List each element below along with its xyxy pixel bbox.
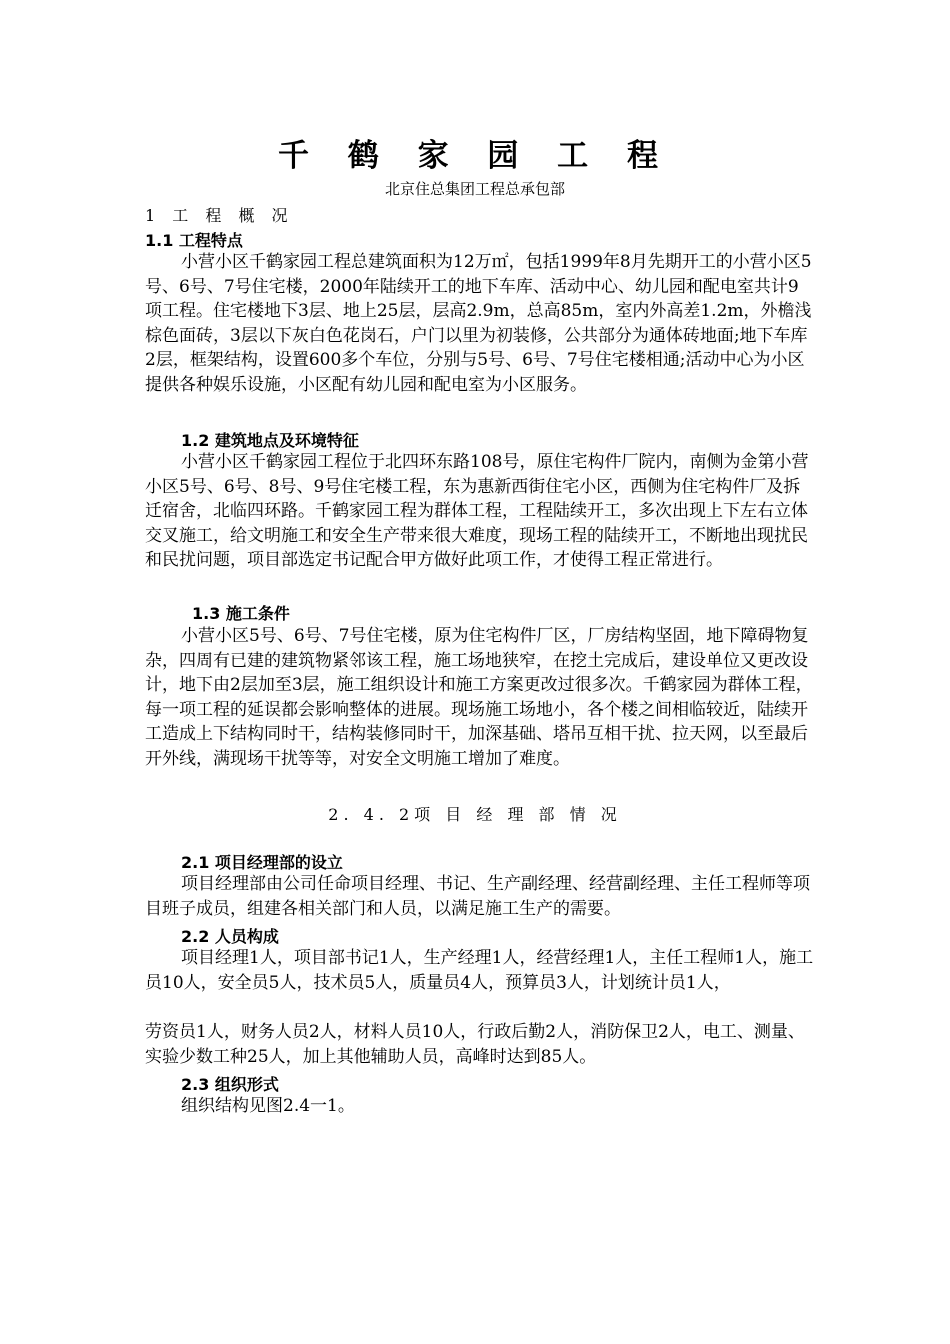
document-title: 千 鹤 家 园 工 程	[278, 138, 672, 174]
paragraph-1-3: 小营小区5号、6号、7号住宅楼，原为住宅构件厂区，厂房结构坚固，地下障碍物复杂，四周有已建的建筑物紧邻该工程，施工场地狭窄，在挖土完成后，建设单位又更改设计，地下由2层加至3层，施工组织设计和施工方案更改过很多次。千鹤家园为群体工程，每一项工程的延误都会影响整体的进展。现场施工场地小，各个楼之间相临较近，陆续开工造成上下结构同时干，结构装修同时干，加深基础、塔吊互相干扰、拉天网，以至最后开外线，满现场干扰等等，对安全文明施工增加了难度。	[145, 626, 813, 769]
paragraph-2-2a: 项目经理1人，项目部书记1人，生产经理1人，经营经理1人，主任工程师1人，施工员10人，安全员5人，技术员5人，质量员4人，预算员3人，计划统计员1人，	[145, 948, 814, 993]
paragraph-1-1: 小营小区千鹤家园工程总建筑面积为12万㎡，包括1999年8月先期开工的小营小区5号、6号、7号住宅楼，2000年陆续开工的地下车库、活动中心、幼儿园和配电室共计9项工程。住宅楼地下3层、地上25层，层高2.9m，总高85m，室内外高差1.2m，外檐浅棕色面砖，3层以下灰白色花岗石，户门以里为初装修，公共部分为通体砖地面;地下车库2层，框架结构，设置600多个车位，分别与5号、6号、7号住宅楼相通;活动中心为小区提供各种娱乐设施，小区配有幼儿园和配电室为小区服务。	[145, 252, 812, 395]
paragraph-2-2b: 劳资员1人，财务人员2人，材料人员10人，行政后勤2人，消防保卫2人，电工、测量、实验少数工种25人，加上其他辅助人员，高峰时达到85人。	[145, 1022, 805, 1067]
heading-1-3: 1.3 施工条件	[192, 604, 290, 623]
paragraph-2-3: 组织结构见图2.4一1。	[181, 1096, 355, 1116]
section-2-heading: 2. 4. 2项 目 经 理 部 情 况	[328, 805, 622, 824]
heading-1-1: 1.1 工程特点	[145, 231, 243, 250]
heading-1-2: 1.2 建筑地点及环境特征	[181, 431, 359, 450]
section-1-heading: 1 工 程 概 况	[145, 206, 294, 225]
paragraph-2-1: 项目经理部由公司任命项目经理、书记、生产副经理、经营副经理、主任工程师等项目班子成员，组建各相关部门和人员，以满足施工生产的需要。	[145, 874, 810, 919]
heading-2-3: 2.3 组织形式	[181, 1075, 279, 1094]
paragraph-1-2: 小营小区千鹤家园工程位于北四环东路108号，原住宅构件厂院内，南侧为金第小营小区5号、6号、8号、9号住宅楼工程，东为惠新西街住宅小区，西侧为住宅构件厂及拆迁宿舍，北临四环路。千鹤家园工程为群体工程，工程陆续开工，多次出现上下左右立体交叉施工，给文明施工和安全生产带来很大难度，现场工程的陆续开工，不断地出现扰民和民扰问题，项目部选定书记配合甲方做好此项工作，才使得工程正常进行。	[145, 452, 809, 570]
document-subtitle: 北京住总集团工程总承包部	[384, 180, 565, 198]
heading-2-1: 2.1 项目经理部的设立	[181, 853, 343, 872]
heading-2-2: 2.2 人员构成	[181, 927, 279, 946]
